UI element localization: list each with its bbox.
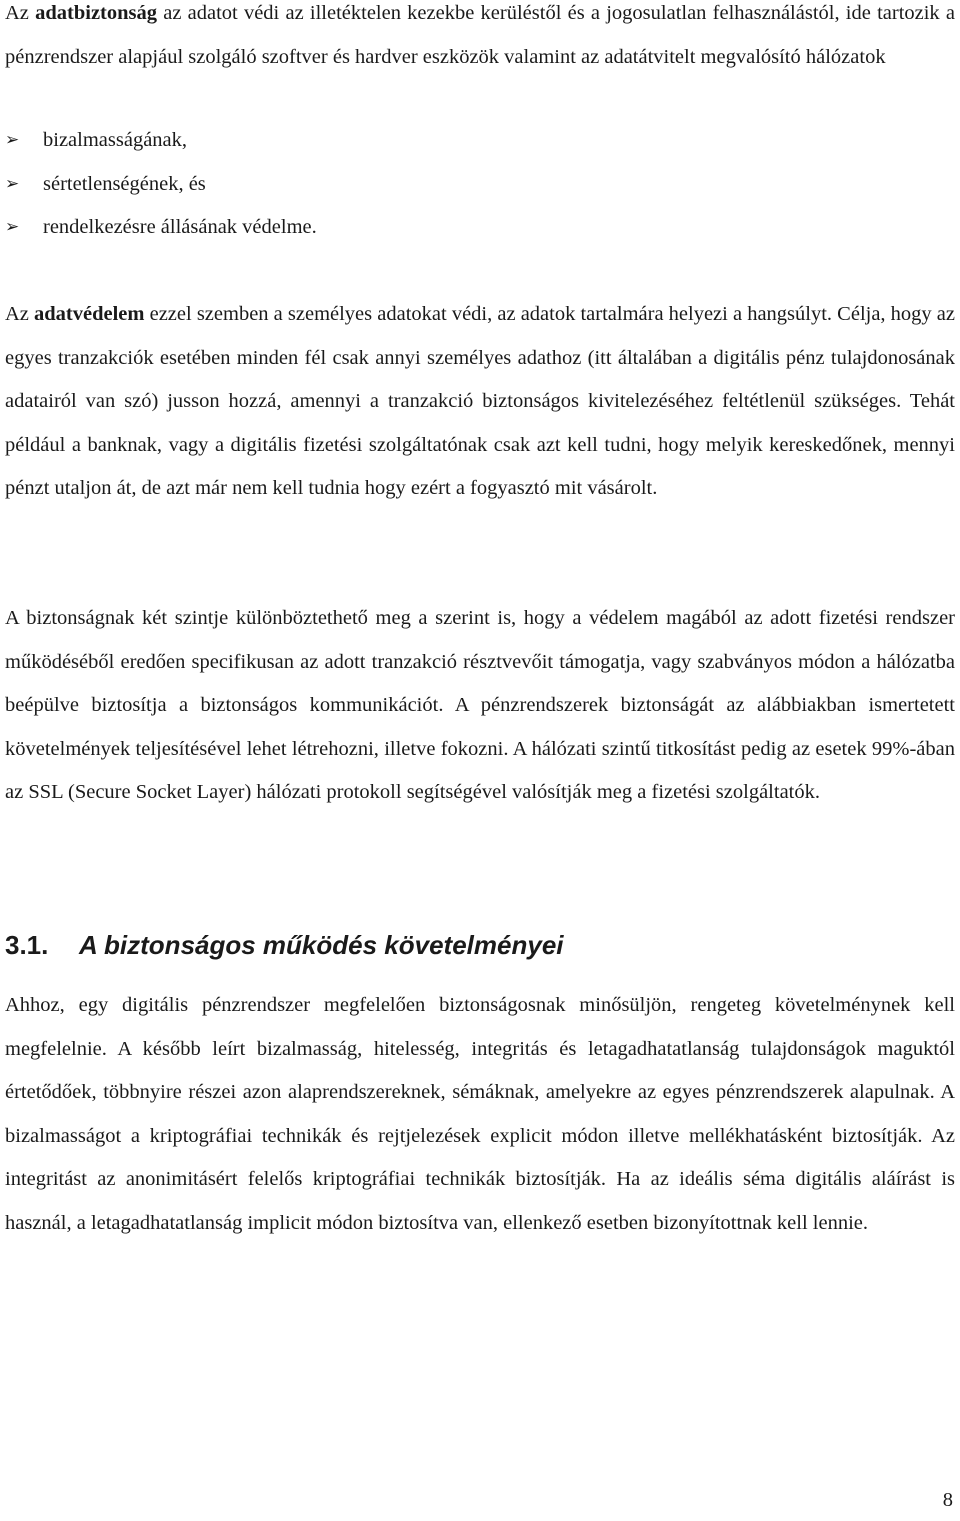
text-run: ezzel szemben a személyes adatokat védi, az adatok tartalmára helyezi a hangsúlyt. Célja, hogy az egyes tranzakciók esetében minden fél csak annyi személyes adathoz (itt általában a digitális pénz tulajdonosának adatairól van szó) jusson hozzá, amennyi a tranzakció biztonságos kivitelezéséhez feltétlenül szükséges. Tehát például a banknak, vagy a digitális fizetési szolgáltatónak csak azt kell tudni, hogy melyik kereskedőnek, mennyi pénzt utaljon át, de azt már nem kell tudnia hogy ezért a fogyasztó mit vásárolt.	[5, 303, 956, 500]
list-item-text: sértetlenségének, és	[43, 172, 206, 195]
paragraph-security-levels: A biztonságnak két szintje különböztethető meg a szerint is, hogy a védelem magából az adott fizetési rendszer működéséből eredően specifikusan az adott tranzakció résztvevőit támogatja, vagy szabványos módon a hálózatba beépülve biztosítja a biztonságos kommunikációt. A pénzrendszerek biztonságát az alábbiakban ismertetett követelmények teljesítésével lehet létrehozni, illetve fokozni. A hálózati szintű titkosítást pedig az esetek 99%-ában az SSL (Secure Socket Layer) hálózati protokoll segítségével valósítják meg a fizetési szolgáltatók.	[5, 607, 955, 804]
paragraph-requirements: Ahhoz, egy digitális pénzrendszer megfelelően biztonságosnak minősüljön, rengeteg követelménynek kell megfelelnie. A később leírt bizalmasság, hitelesség, integritás és letagadhatatlanság tulajdonságok maguktól értetődőek, többnyire részei azon alaprendszereknek, sémáknak, amelyekre az egyes pénzrendszerek alapulnak. A bizalmasságot a kriptográfiai technikák és rejtjelezések explicit módon illetve mellékhatásként biztosítják. Az integritást az anonimitásért felelős kriptográfiai technikák biztosítják. Ha az ideális séma digitális aláírást is használ, a letagadhatatlanság implicit módon biztosítva van, ellenkező esetben bizonyítottnak kell lennie.	[5, 994, 955, 1234]
arrowhead-bullet-icon: ➢	[5, 130, 20, 150]
text-run: Az	[5, 303, 35, 325]
list-item-text: bizalmasságának,	[43, 129, 188, 151]
arrowhead-bullet-icon: ➢	[5, 217, 20, 238]
arrowhead-bullet-icon: ➢	[5, 173, 20, 194]
text-run: Az	[5, 2, 36, 24]
section-title: A biztonságos működés követelményei	[79, 930, 564, 960]
list-item-text: rendelkezésre állásának védelme.	[43, 216, 317, 239]
protection-aspects-list	[5, 119, 317, 250]
list-item	[5, 206, 317, 250]
paragraph-data-security	[5, 0, 955, 79]
paragraph-data-protection	[5, 293, 955, 511]
list-item	[5, 119, 317, 163]
page-number: 8	[942, 1489, 953, 1511]
section-heading	[5, 930, 564, 961]
section-number: 3.1.	[5, 930, 49, 960]
bold-term-adatbiztonsag: adatbiztonság	[35, 2, 158, 24]
text-run: az adatot védi az illetéktelen kezekbe kerüléstől és a jogosulatlan felhasználástól, ide tartozik a pénzrendszer alapjául szolgáló szoftver és hardver eszközök valamint az adatátvitelt megvalósító hálózatok	[5, 2, 955, 68]
list-item	[5, 163, 317, 207]
bold-term-adatvedelem: adatvédelem	[34, 303, 145, 325]
